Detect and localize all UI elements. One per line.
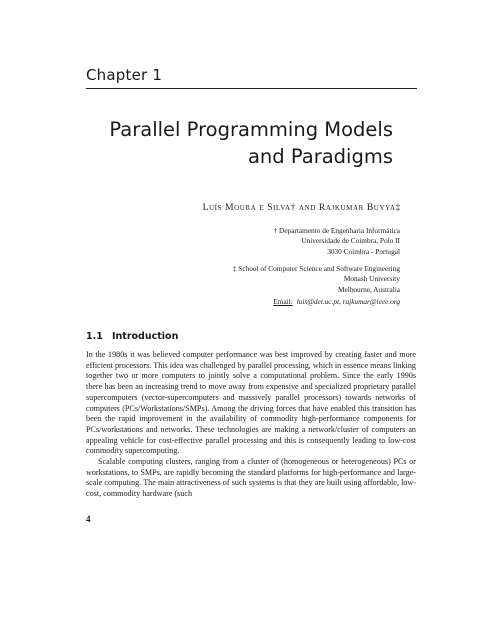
section-number: 1.1 — [86, 331, 103, 342]
affiliation-line: Universidade de Coimbra, Polo II — [301, 236, 400, 246]
affiliation-line: 3030 Coimbra - Portugal — [327, 246, 400, 256]
email-addresses[interactable]: luis@dei.uc.pt, rajkumar@ieee.org — [296, 297, 400, 306]
body-text — [86, 350, 416, 500]
chapter-title-line-2: and Paradigms — [247, 145, 393, 168]
affiliation-line: ‡ School of Computer Science and Software Engineering — [232, 264, 400, 273]
email-label: Email: — [273, 297, 293, 306]
email-line — [80, 297, 400, 306]
chapter-label: Chapter 1 — [86, 66, 163, 84]
author-line: Luís Moura e Silva† and Rajkumar Buyya‡ — [202, 203, 401, 213]
chapter-title-line-1: Parallel Programming Models — [109, 118, 393, 141]
affiliation-line: Melbourne, Australia — [337, 284, 400, 294]
affiliation-coimbra — [100, 226, 400, 257]
affiliation-line: Monash University — [343, 274, 400, 284]
chapter-rule — [86, 88, 417, 89]
chapter-title — [73, 116, 393, 170]
section-title: Introduction — [112, 331, 179, 342]
section-heading — [86, 331, 178, 342]
paragraph-2: Scalable computing clusters, ranging from a cluster of (homogeneous or heterogeneous) PCs or workstations, to SMPs, are rapidly becoming the standard platforms for high-performance and large-scale computing. The main attractiveness of such systems is that they are built using affordable, low-cost, commodity hardware (such — [86, 457, 416, 499]
page-number: 4 — [86, 514, 91, 524]
affiliation-line: † Departamento de Engenharia Informática — [273, 226, 400, 235]
paragraph-1: In the 1980s it was believed computer performance was best improved by creating faster and more efficient processors. This idea was challenged by parallel processing, which in essence means linking together two or more computers to jointly solve a computational problem. Since the early 1990s there has been an increasing trend to move away from expensive and specialized proprietary parallel supercomputers (vector-supercomputers and massively parallel processors) towards networks of computers (PCs/Workstations/SMPs). Among the driving forces that have enabled this transition has been the rapid improvement in the availability of commodity high-performance components for PCs/workstations and networks. These technologies are making a network/cluster of computers an appealing vehicle for cost-effective parallel processing and this is consequently leading to low-cost commodity supercomputing. — [86, 350, 416, 456]
affiliation-monash — [100, 264, 400, 295]
